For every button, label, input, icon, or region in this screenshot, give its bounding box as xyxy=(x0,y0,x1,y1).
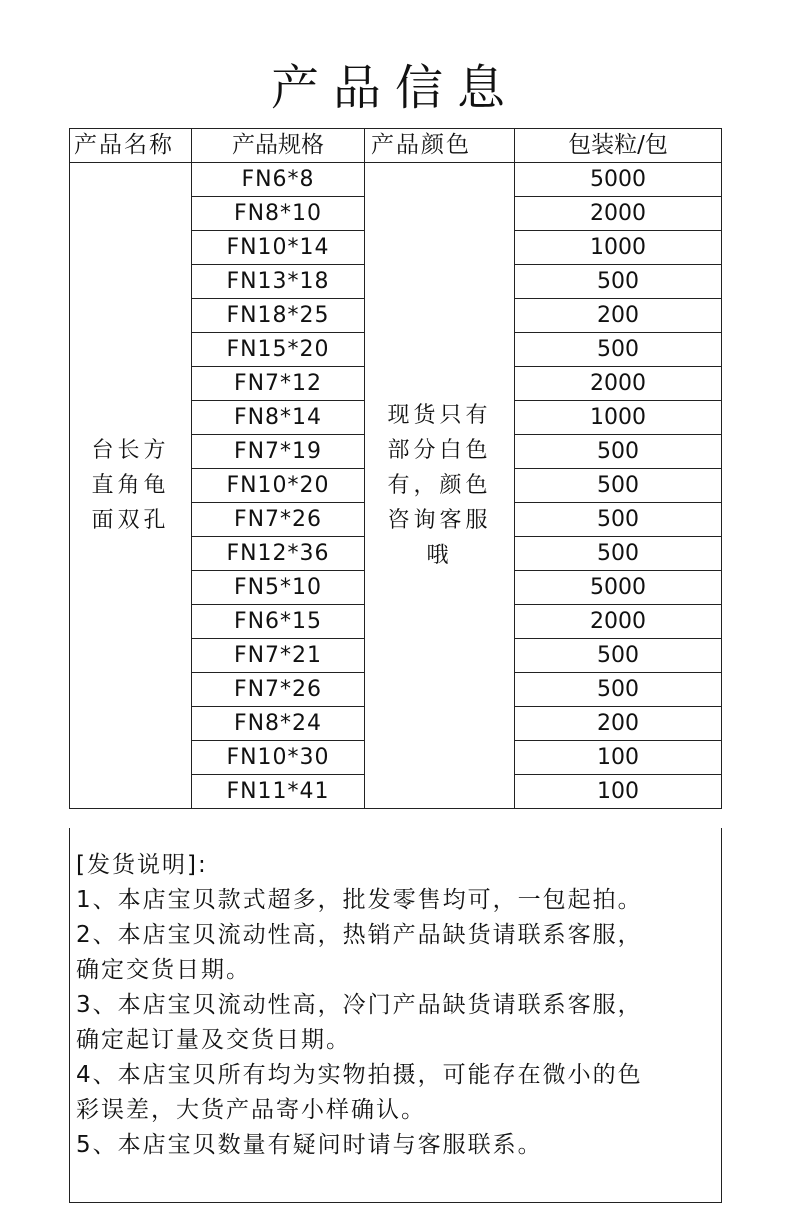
color-note-line: 现货只有 xyxy=(387,403,492,428)
pack-qty-cell: 2000 xyxy=(515,367,722,401)
product-table xyxy=(69,128,722,809)
pack-qty-cell: 500 xyxy=(515,435,722,469)
table-row xyxy=(70,163,722,197)
product-name-line: 面双孔 xyxy=(91,508,170,533)
shipping-notes xyxy=(69,828,722,1203)
pack-qty-cell: 100 xyxy=(515,775,722,809)
spec-cell: FN5*10 xyxy=(192,571,365,605)
spec-cell: FN8*10 xyxy=(192,197,365,231)
spec-cell: FN7*26 xyxy=(192,503,365,537)
spec-cell: FN10*14 xyxy=(192,231,365,265)
color-note-line: 部分白色 xyxy=(387,438,492,463)
page-title: 产品信息 xyxy=(270,60,519,116)
header-product-name: 产品名称 xyxy=(70,129,192,163)
pack-qty-cell: 2000 xyxy=(515,605,722,639)
pack-qty-cell: 500 xyxy=(515,469,722,503)
note-line: 4、本店宝贝所有均为实物拍摄，可能存在微小的色 xyxy=(76,1062,643,1088)
pack-qty-cell: 500 xyxy=(515,639,722,673)
note-line: 确定起订量及交货日期。 xyxy=(76,1027,351,1053)
spec-cell: FN11*41 xyxy=(192,775,365,809)
spec-cell: FN7*21 xyxy=(192,639,365,673)
spec-cell: FN6*8 xyxy=(192,163,365,197)
spec-cell: FN7*12 xyxy=(192,367,365,401)
pack-qty-cell: 5000 xyxy=(515,571,722,605)
spec-cell: FN18*25 xyxy=(192,299,365,333)
color-note-line: 哦 xyxy=(426,543,453,568)
color-note-cell xyxy=(365,163,515,809)
color-note-line: 有，颜色 xyxy=(387,473,492,498)
pack-qty-cell: 500 xyxy=(515,673,722,707)
color-note-line: 咨询客服 xyxy=(387,508,492,533)
pack-qty-cell: 500 xyxy=(515,537,722,571)
spec-cell: FN13*18 xyxy=(192,265,365,299)
spec-cell: FN12*36 xyxy=(192,537,365,571)
pack-qty-cell: 500 xyxy=(515,265,722,299)
pack-qty-cell: 100 xyxy=(515,741,722,775)
spec-cell: FN7*26 xyxy=(192,673,365,707)
header-product-spec: 产品规格 xyxy=(192,129,365,163)
note-line: 彩误差，大货产品寄小样确认。 xyxy=(76,1097,426,1123)
spec-cell: FN7*19 xyxy=(192,435,365,469)
header-pack-qty: 包装粒/包 xyxy=(515,129,722,163)
pack-qty-cell: 5000 xyxy=(515,163,722,197)
product-name-cell xyxy=(70,163,192,809)
pack-qty-cell: 1000 xyxy=(515,231,722,265)
table-header-row xyxy=(70,129,722,163)
pack-qty-cell: 200 xyxy=(515,707,722,741)
spec-cell: FN15*20 xyxy=(192,333,365,367)
product-name-line: 直角龟 xyxy=(91,473,170,498)
pack-qty-cell: 1000 xyxy=(515,401,722,435)
pack-qty-cell: 500 xyxy=(515,333,722,367)
pack-qty-cell: 500 xyxy=(515,503,722,537)
product-name-line: 台长方 xyxy=(91,438,170,463)
note-line: 3、本店宝贝流动性高，冷门产品缺货请联系客服， xyxy=(76,992,643,1018)
header-product-color: 产品颜色 xyxy=(365,129,515,163)
note-line: 确定交货日期。 xyxy=(76,957,251,983)
notes-heading: [发货说明]: xyxy=(76,852,208,878)
spec-cell: FN10*20 xyxy=(192,469,365,503)
spec-cell: FN8*14 xyxy=(192,401,365,435)
pack-qty-cell: 200 xyxy=(515,299,722,333)
table-body xyxy=(70,163,722,809)
note-line: 5、本店宝贝数量有疑问时请与客服联系。 xyxy=(76,1132,543,1158)
spec-cell: FN6*15 xyxy=(192,605,365,639)
note-line: 1、本店宝贝款式超多，批发零售均可，一包起拍。 xyxy=(76,887,643,913)
spec-cell: FN10*30 xyxy=(192,741,365,775)
pack-qty-cell: 2000 xyxy=(515,197,722,231)
spec-cell: FN8*24 xyxy=(192,707,365,741)
note-line: 2、本店宝贝流动性高，热销产品缺货请联系客服， xyxy=(76,922,643,948)
